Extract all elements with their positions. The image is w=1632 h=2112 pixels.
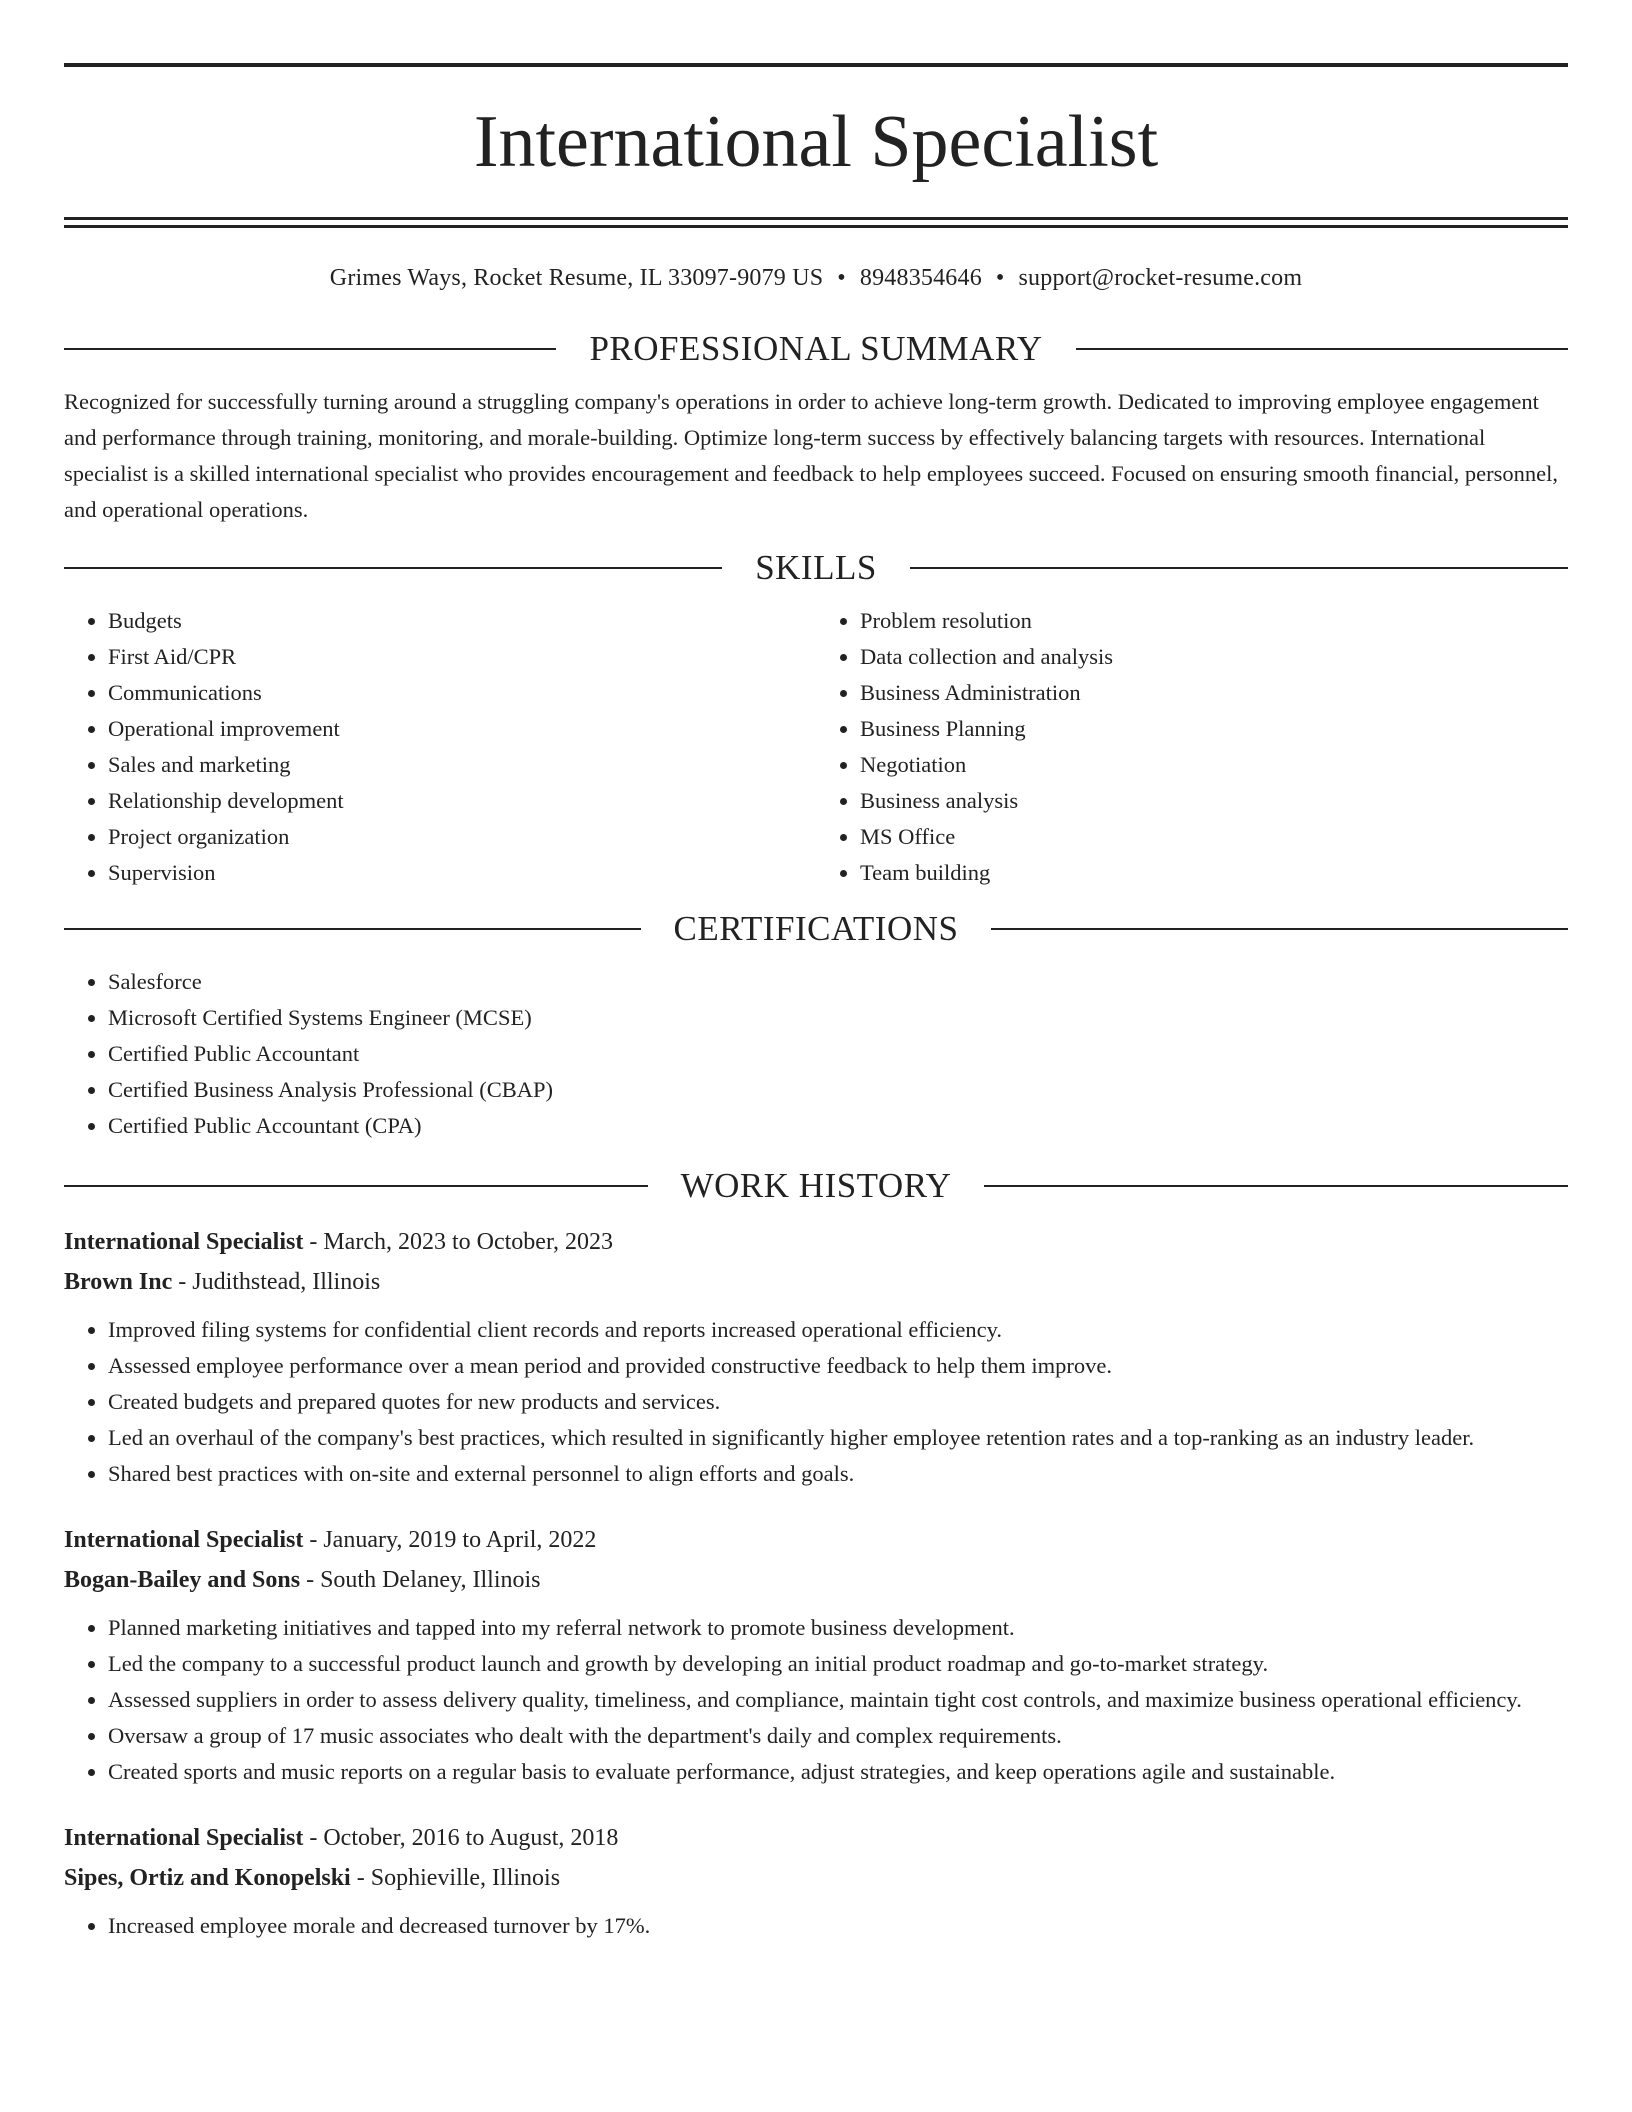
work-heading (64, 1164, 1568, 1208)
skill-item: • Data collection and analysis (860, 639, 1568, 675)
job-bullet: • Led an overhaul of the company's best practices, which resulted in significantly higher employee retention rates and a top-ranking as an industry leader. (108, 1420, 1568, 1456)
skill-item: • Budgets (108, 603, 816, 639)
job-bullets (64, 1312, 1568, 1492)
skill-item: • Business Planning (860, 711, 1568, 747)
job-company-line (64, 1262, 1568, 1302)
job-company-line (64, 1560, 1568, 1600)
skills-title: SKILLS (755, 548, 877, 587)
phone-text: 8948354646 (859, 265, 982, 291)
job-company-line (64, 1858, 1568, 1898)
skill-item: • MS Office (860, 819, 1568, 855)
job-dates: - October, 2016 to August, 2018 (303, 1825, 619, 1851)
heading-rule (64, 348, 556, 350)
job-bullet: • Created sports and music reports on a regular basis to evaluate performance, adjust strategies, and keep operations agile and sustainable. (108, 1754, 1568, 1790)
skill-item: • Sales and marketing (108, 747, 816, 783)
certification-item: • Salesforce (108, 964, 1568, 1000)
skill-item: • Negotiation (860, 747, 1568, 783)
job-bullets (64, 1908, 1568, 1944)
job-company: Sipes, Ortiz and Konopelski (64, 1865, 351, 1891)
certifications-heading (64, 907, 1568, 951)
skill-item: • Relationship development (108, 783, 816, 819)
certification-item: • Certified Business Analysis Professional (CBAP) (108, 1072, 1568, 1108)
job-title-line (64, 1222, 1568, 1262)
job-title-line (64, 1818, 1568, 1858)
skill-item: • Business analysis (860, 783, 1568, 819)
skill-item: • Operational improvement (108, 711, 816, 747)
job-bullet: • Led the company to a successful product launch and growth by developing an initial product roadmap and go-to-market strategy. (108, 1646, 1568, 1682)
separator-dot: • (995, 265, 1005, 291)
resume-name: International Specialist (473, 101, 1159, 183)
skill-item: • Supervision (108, 855, 816, 891)
job-bullet: • Oversaw a group of 17 music associates who dealt with the department's daily and complex requirements. (108, 1718, 1568, 1754)
job-title-line (64, 1520, 1568, 1560)
certification-item: • Certified Public Accountant (CPA) (108, 1108, 1568, 1144)
skill-item: • Communications (108, 675, 816, 711)
work-title: WORK HISTORY (680, 1166, 952, 1205)
contact-line (64, 263, 1568, 293)
skills-column-left (64, 603, 816, 891)
summary-heading (64, 327, 1568, 371)
name-block (64, 67, 1568, 217)
job-title: International Specialist (64, 1527, 304, 1553)
skill-item: • Business Administration (860, 675, 1568, 711)
certification-item: • Microsoft Certified Systems Engineer (MCSE) (108, 1000, 1568, 1036)
job-bullet: • Improved filing systems for confidential client records and reports increased operational efficiency. (108, 1312, 1568, 1348)
certification-item: • Certified Public Accountant (108, 1036, 1568, 1072)
job-bullet: • Planned marketing initiatives and tapped into my referral network to promote business development. (108, 1610, 1568, 1646)
skills-list (64, 603, 1568, 891)
heading-rule (64, 928, 641, 930)
heading-rule (910, 567, 1568, 569)
email-text: support@rocket-resume.com (1018, 265, 1303, 291)
job-bullets (64, 1610, 1568, 1790)
job-title: International Specialist (64, 1825, 304, 1851)
summary-title: PROFESSIONAL SUMMARY (589, 329, 1043, 368)
job-bullet: • Assessed employee performance over a mean period and provided constructive feedback to help them improve. (108, 1348, 1568, 1384)
skill-item: • Project organization (108, 819, 816, 855)
job-entry (64, 1222, 1568, 1492)
job-bullet: • Assessed suppliers in order to assess delivery quality, timeliness, and compliance, maintain tight cost controls, and maximize business operational efficiency. (108, 1682, 1568, 1718)
address-text: Grimes Ways, Rocket Resume, IL 33097-9079 US (329, 265, 824, 291)
job-bullet: • Increased employee morale and decreased turnover by 17%. (108, 1908, 1568, 1944)
skill-item: • First Aid/CPR (108, 639, 816, 675)
summary-text: Recognized for successfully turning around a struggling company's operations in order to achieve long-term growth. Dedicated to improving employee engagement and performance through training, monitoring, and morale-building. Optimize long-term success by effectively balancing targets with resources. International specialist is a skilled international specialist who provides encouragement and feedback to help employees succeed. Focused on ensuring smooth financial, personnel, and operational operations. (64, 389, 1558, 522)
job-location: - South Delaney, Illinois (300, 1567, 541, 1593)
skills-heading (64, 546, 1568, 590)
job-entry (64, 1818, 1568, 1944)
job-bullet: • Shared best practices with on-site and external personnel to align efforts and goals. (108, 1456, 1568, 1492)
heading-rule (64, 1185, 648, 1187)
job-company: Brown Inc (64, 1269, 173, 1295)
skills-column-right (816, 603, 1568, 891)
job-dates: - January, 2019 to April, 2022 (303, 1527, 597, 1553)
job-company: Bogan-Bailey and Sons (64, 1567, 301, 1593)
resume-page (64, 0, 1568, 1944)
heading-rule (991, 928, 1568, 930)
certifications-title: CERTIFICATIONS (673, 909, 959, 948)
job-location: - Sophieville, Illinois (350, 1865, 561, 1891)
job-bullet: • Created budgets and prepared quotes for new products and services. (108, 1384, 1568, 1420)
job-dates: - March, 2023 to October, 2023 (303, 1229, 613, 1255)
separator-dot: • (837, 265, 846, 291)
job-entry (64, 1520, 1568, 1790)
heading-rule (64, 567, 722, 569)
job-location: - Judithstead, Illinois (172, 1269, 381, 1295)
job-title: International Specialist (64, 1229, 304, 1255)
skill-item: • Problem resolution (860, 603, 1568, 639)
certifications-list (64, 964, 1568, 1144)
heading-rule (984, 1185, 1568, 1187)
skill-item: • Team building (860, 855, 1568, 891)
heading-rule (1076, 348, 1568, 350)
double-rule (64, 217, 1568, 228)
